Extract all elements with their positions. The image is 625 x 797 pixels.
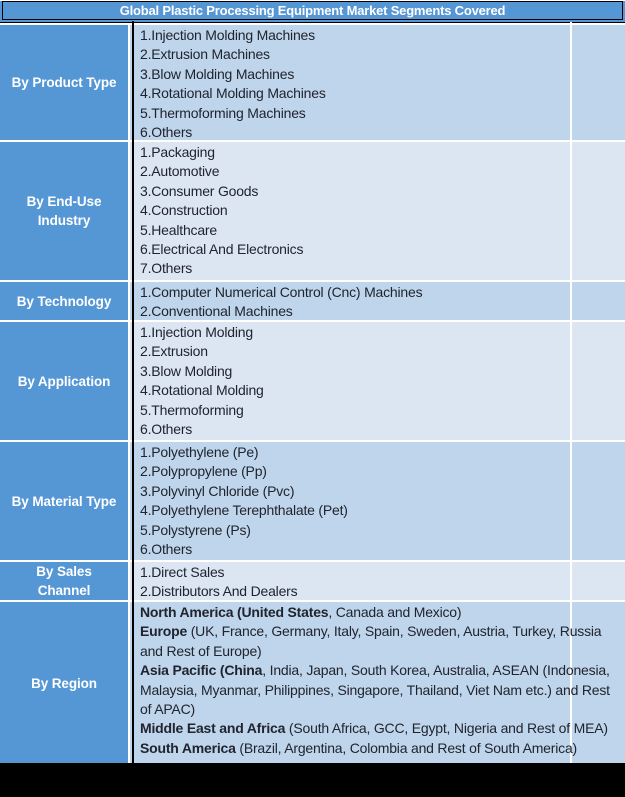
table-title: Global Plastic Processing Equipment Market Segments Covered: [119, 3, 506, 18]
segment-value-text: 2.Extrusion Machines: [140, 46, 270, 63]
segment-value-line: [140, 642, 625, 661]
segment-value-line: [140, 582, 625, 600]
segment-value-line: [140, 182, 625, 201]
segment-value-line: [140, 681, 625, 700]
segment-value-text: 1.Computer Numerical Control (Cnc) Machines: [140, 284, 423, 300]
segment-value-line: [140, 240, 625, 259]
segment-value-text: of APAC): [140, 701, 195, 718]
segment-value-line: [140, 143, 625, 162]
segment-value-text: 4.Rotational Molding Machines: [140, 85, 326, 102]
segment-value-line: [140, 283, 625, 302]
segment-label-cell: [0, 602, 130, 763]
segment-value-text-bold: South America: [140, 739, 240, 756]
segment-label-cell: [0, 25, 130, 140]
segment-value-text: 3.Polyvinyl Chloride (Pvc): [140, 482, 295, 499]
segment-value-text: 4.Polyethylene Terephthalate (Pet): [140, 502, 348, 519]
segment-value-text: 5.Thermoforming: [140, 401, 244, 418]
segment-value-line: [140, 700, 625, 719]
segment-label-cell: [0, 142, 130, 280]
segment-value-text: 2.Distributors And Dealers: [140, 583, 298, 600]
segment-label-cell: [0, 442, 130, 560]
segment-value-line: [140, 462, 625, 481]
segment-value-line: [140, 521, 625, 540]
segment-row-by-product-type: [0, 23, 625, 140]
table-header: [0, 1, 625, 23]
segment-value-text: (UK, France, Germany, Italy, Spain, Sweden, Austria, Turkey, Russia: [190, 623, 602, 640]
segment-value-text: 5.Thermoforming Machines: [140, 104, 306, 121]
segment-value-line: [140, 162, 625, 181]
segment-value-text: 3.Blow Molding Machines: [140, 65, 295, 82]
segment-label: By Material Type: [11, 493, 117, 509]
segment-values-cell: [130, 602, 625, 763]
segment-label: By Sales Channel: [36, 564, 92, 598]
segment-value-text: 1.Injection Molding: [140, 324, 253, 340]
segment-label: By Region: [31, 675, 97, 691]
segment-value-text: 6.Others: [140, 541, 193, 558]
segment-value-line: [140, 104, 625, 123]
segment-value-line: [140, 603, 625, 622]
segment-row-by-application: [0, 320, 625, 440]
segment-value-line: [140, 719, 625, 738]
segment-label-cell: [0, 322, 130, 440]
segment-value-line: [140, 45, 625, 64]
segment-value-text: 1.Direct Sales: [140, 564, 225, 580]
segment-value-line: [140, 482, 625, 501]
segments-table-body: [0, 23, 625, 763]
segment-value-line: [140, 342, 625, 361]
segment-value-line: [140, 26, 625, 45]
segment-value-line: [140, 443, 625, 462]
segment-value-text: 1.Polyethylene (Pe): [140, 444, 259, 460]
segment-value-text: 5.Healthcare: [140, 221, 217, 238]
segment-value-line: [140, 259, 625, 278]
segment-value-line: [140, 65, 625, 84]
segment-value-text: 2.Polypropylene (Pp): [140, 463, 267, 480]
segment-value-text: 6.Electrical And Electronics: [140, 241, 304, 258]
segment-value-text-bold: North America (United States: [140, 604, 329, 620]
segment-label-cell: [0, 282, 130, 320]
segment-value-text: 4.Construction: [140, 202, 228, 219]
segment-value-line: [140, 302, 625, 320]
segment-value-text: Malaysia, Myanmar, Philippines, Singapore, Thailand, Viet Nam etc.) and Rest: [140, 681, 610, 698]
segment-value-text: , Canada and Mexico): [328, 604, 462, 620]
segment-values-cell: [130, 322, 625, 440]
segment-values-cell: [130, 442, 625, 560]
segment-value-text: 2.Conventional Machines: [140, 303, 293, 320]
segment-value-text: (Brazil, Argentina, Colombia and Rest of South America): [239, 739, 577, 756]
segment-value-text: 2.Extrusion: [140, 343, 208, 360]
segment-values-cell: [130, 25, 625, 140]
segment-value-text: 6.Others: [140, 124, 193, 140]
segment-value-line: [140, 540, 625, 559]
segment-value-line: [140, 381, 625, 400]
segment-value-line: [140, 84, 625, 103]
segment-value-line: [140, 501, 625, 520]
segment-value-line: [140, 563, 625, 582]
segment-value-line: [140, 123, 625, 140]
label-column-divider: [132, 21, 134, 763]
segment-label: By End-Use Industry: [26, 194, 102, 228]
segment-row-by-sales-channel: [0, 560, 625, 600]
segment-value-text-bold: Middle East and Africa: [140, 720, 289, 737]
segment-value-text: 6.Others: [140, 421, 193, 438]
segment-value-text: 7.Others: [140, 260, 193, 277]
segment-value-text: (South Africa, GCC, Egypt, Nigeria and Rest of MEA): [288, 720, 608, 737]
segment-label: By Product Type: [11, 75, 117, 90]
segment-value-line: [140, 323, 625, 342]
segment-value-line: [140, 362, 625, 381]
segment-value-text: 3.Consumer Goods: [140, 182, 259, 199]
segment-value-line: [140, 201, 625, 220]
segment-value-line: [140, 420, 625, 439]
segment-value-text: , India, Japan, South Korea, Australia, ASEAN (Indonesia,: [262, 662, 610, 679]
column-gridline: [570, 22, 572, 763]
segment-row-by-material-type: [0, 440, 625, 560]
segment-value-text-bold: Asia Pacific (China: [140, 662, 263, 679]
segment-value-line: [140, 739, 625, 758]
segment-value-text-bold: Europe: [140, 623, 191, 640]
table-header-box: [2, 1, 623, 20]
segment-label: By Technology: [16, 293, 112, 309]
segment-values-cell: [130, 562, 625, 600]
segment-label-cell: [0, 562, 130, 600]
segment-value-text: 1.Injection Molding Machines: [140, 27, 315, 43]
segment-values-cell: [130, 142, 625, 280]
segment-value-text: and Rest of Europe): [140, 642, 262, 659]
segment-value-text: 5.Polystyrene (Ps): [140, 521, 251, 538]
segment-value-line: [140, 221, 625, 240]
segment-value-text: 4.Rotational Molding: [140, 382, 264, 399]
segment-value-text: 1.Packaging: [140, 144, 215, 160]
segment-value-line: [140, 401, 625, 420]
segment-value-text: 2.Automotive: [140, 163, 220, 180]
segment-row-by-technology: [0, 280, 625, 320]
segment-row-by-end-use-industry: [0, 140, 625, 280]
segment-value-line: [140, 622, 625, 641]
segment-row-by-region: [0, 600, 625, 763]
segment-value-text: 3.Blow Molding: [140, 362, 233, 379]
segment-value-line: [140, 661, 625, 680]
segment-label: By Application: [17, 373, 111, 389]
segment-values-cell: [130, 282, 625, 320]
